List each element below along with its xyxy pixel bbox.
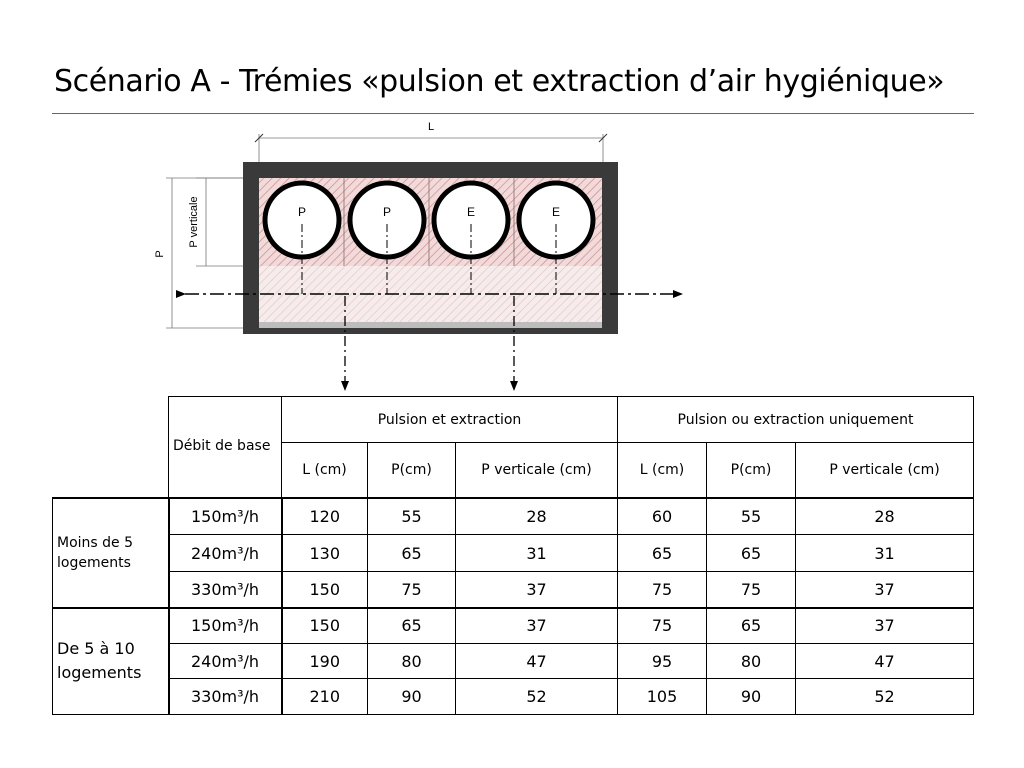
table-cell: 190 (282, 644, 368, 679)
table-cell: 65 (707, 608, 796, 644)
table-cell: 65 (368, 535, 456, 572)
table-cell: 37 (456, 572, 618, 608)
table-cell: 47 (456, 644, 618, 679)
table-cell: 105 (618, 679, 707, 715)
row-group-label: Moins de 5 logements (53, 498, 169, 608)
table-cell: 150 (282, 572, 368, 608)
debit-cell: 240m³/h (169, 535, 282, 572)
blank-corner (53, 397, 169, 498)
debit-cell: 240m³/h (169, 644, 282, 679)
table-cell: 31 (796, 535, 974, 572)
floor-strip (259, 322, 602, 328)
table-row (53, 498, 974, 535)
table-cell: 80 (368, 644, 456, 679)
group-header-uniquement: Pulsion ou extraction uniquement (618, 397, 974, 443)
dimension-table (52, 396, 974, 715)
table-cell: 31 (456, 535, 618, 572)
table-cell: 37 (456, 608, 618, 644)
svg-text:P: P (297, 205, 307, 219)
table-cell: 28 (796, 498, 974, 535)
svg-text:E: E (466, 205, 476, 219)
table-cell: 47 (796, 644, 974, 679)
table-cell: 28 (456, 498, 618, 535)
debit-cell: 330m³/h (169, 572, 282, 608)
group-header-pulsion-extraction: Pulsion et extraction (282, 397, 618, 443)
table-cell: 120 (282, 498, 368, 535)
col-header-p: P(cm) (368, 443, 456, 498)
table-cell: 75 (707, 572, 796, 608)
table-cell: 37 (796, 572, 974, 608)
debit-cell: 150m³/h (169, 608, 282, 644)
svg-text:P: P (382, 205, 392, 219)
table-cell: 55 (368, 498, 456, 535)
table-row (53, 572, 974, 608)
table-cell: 90 (368, 679, 456, 715)
table-cell: 80 (707, 644, 796, 679)
dimension-p-label: P (154, 250, 166, 258)
table-cell: 75 (368, 572, 456, 608)
debit-cell: 150m³/h (169, 498, 282, 535)
table-row (53, 535, 974, 572)
col-header-l: L (cm) (618, 443, 707, 498)
table-row (53, 679, 974, 715)
table-cell: 210 (282, 679, 368, 715)
col-header-p-verticale: P verticale (cm) (796, 443, 974, 498)
table-cell: 95 (618, 644, 707, 679)
table-cell: 65 (368, 608, 456, 644)
col-header-l: L (cm) (282, 443, 368, 498)
table-cell: 37 (796, 608, 974, 644)
col-header-p-verticale: P verticale (cm) (456, 443, 618, 498)
svg-text:E: E (551, 205, 561, 219)
dimension-L-label: L (427, 121, 435, 133)
table-cell: 65 (618, 535, 707, 572)
col-header-p: P(cm) (707, 443, 796, 498)
table-cell: 65 (707, 535, 796, 572)
slide-title: Scénario A - Trémies «pulsion et extraction d’air hygiénique» (54, 64, 945, 99)
table-cell: 52 (796, 679, 974, 715)
table-cell: 55 (707, 498, 796, 535)
table-cell: 90 (707, 679, 796, 715)
table-cell: 52 (456, 679, 618, 715)
table-row (53, 644, 974, 679)
table-cell: 150 (282, 608, 368, 644)
debit-cell: 330m³/h (169, 679, 282, 715)
row-group-label: De 5 à 10 logements (53, 608, 169, 715)
table-row (53, 608, 974, 644)
table-cell: 75 (618, 572, 707, 608)
table-cell: 130 (282, 535, 368, 572)
table-cell: 60 (618, 498, 707, 535)
debit-header: Débit de base (169, 397, 282, 498)
table-cell: 75 (618, 608, 707, 644)
dimension-p-verticale-label: P verticale (188, 196, 200, 248)
